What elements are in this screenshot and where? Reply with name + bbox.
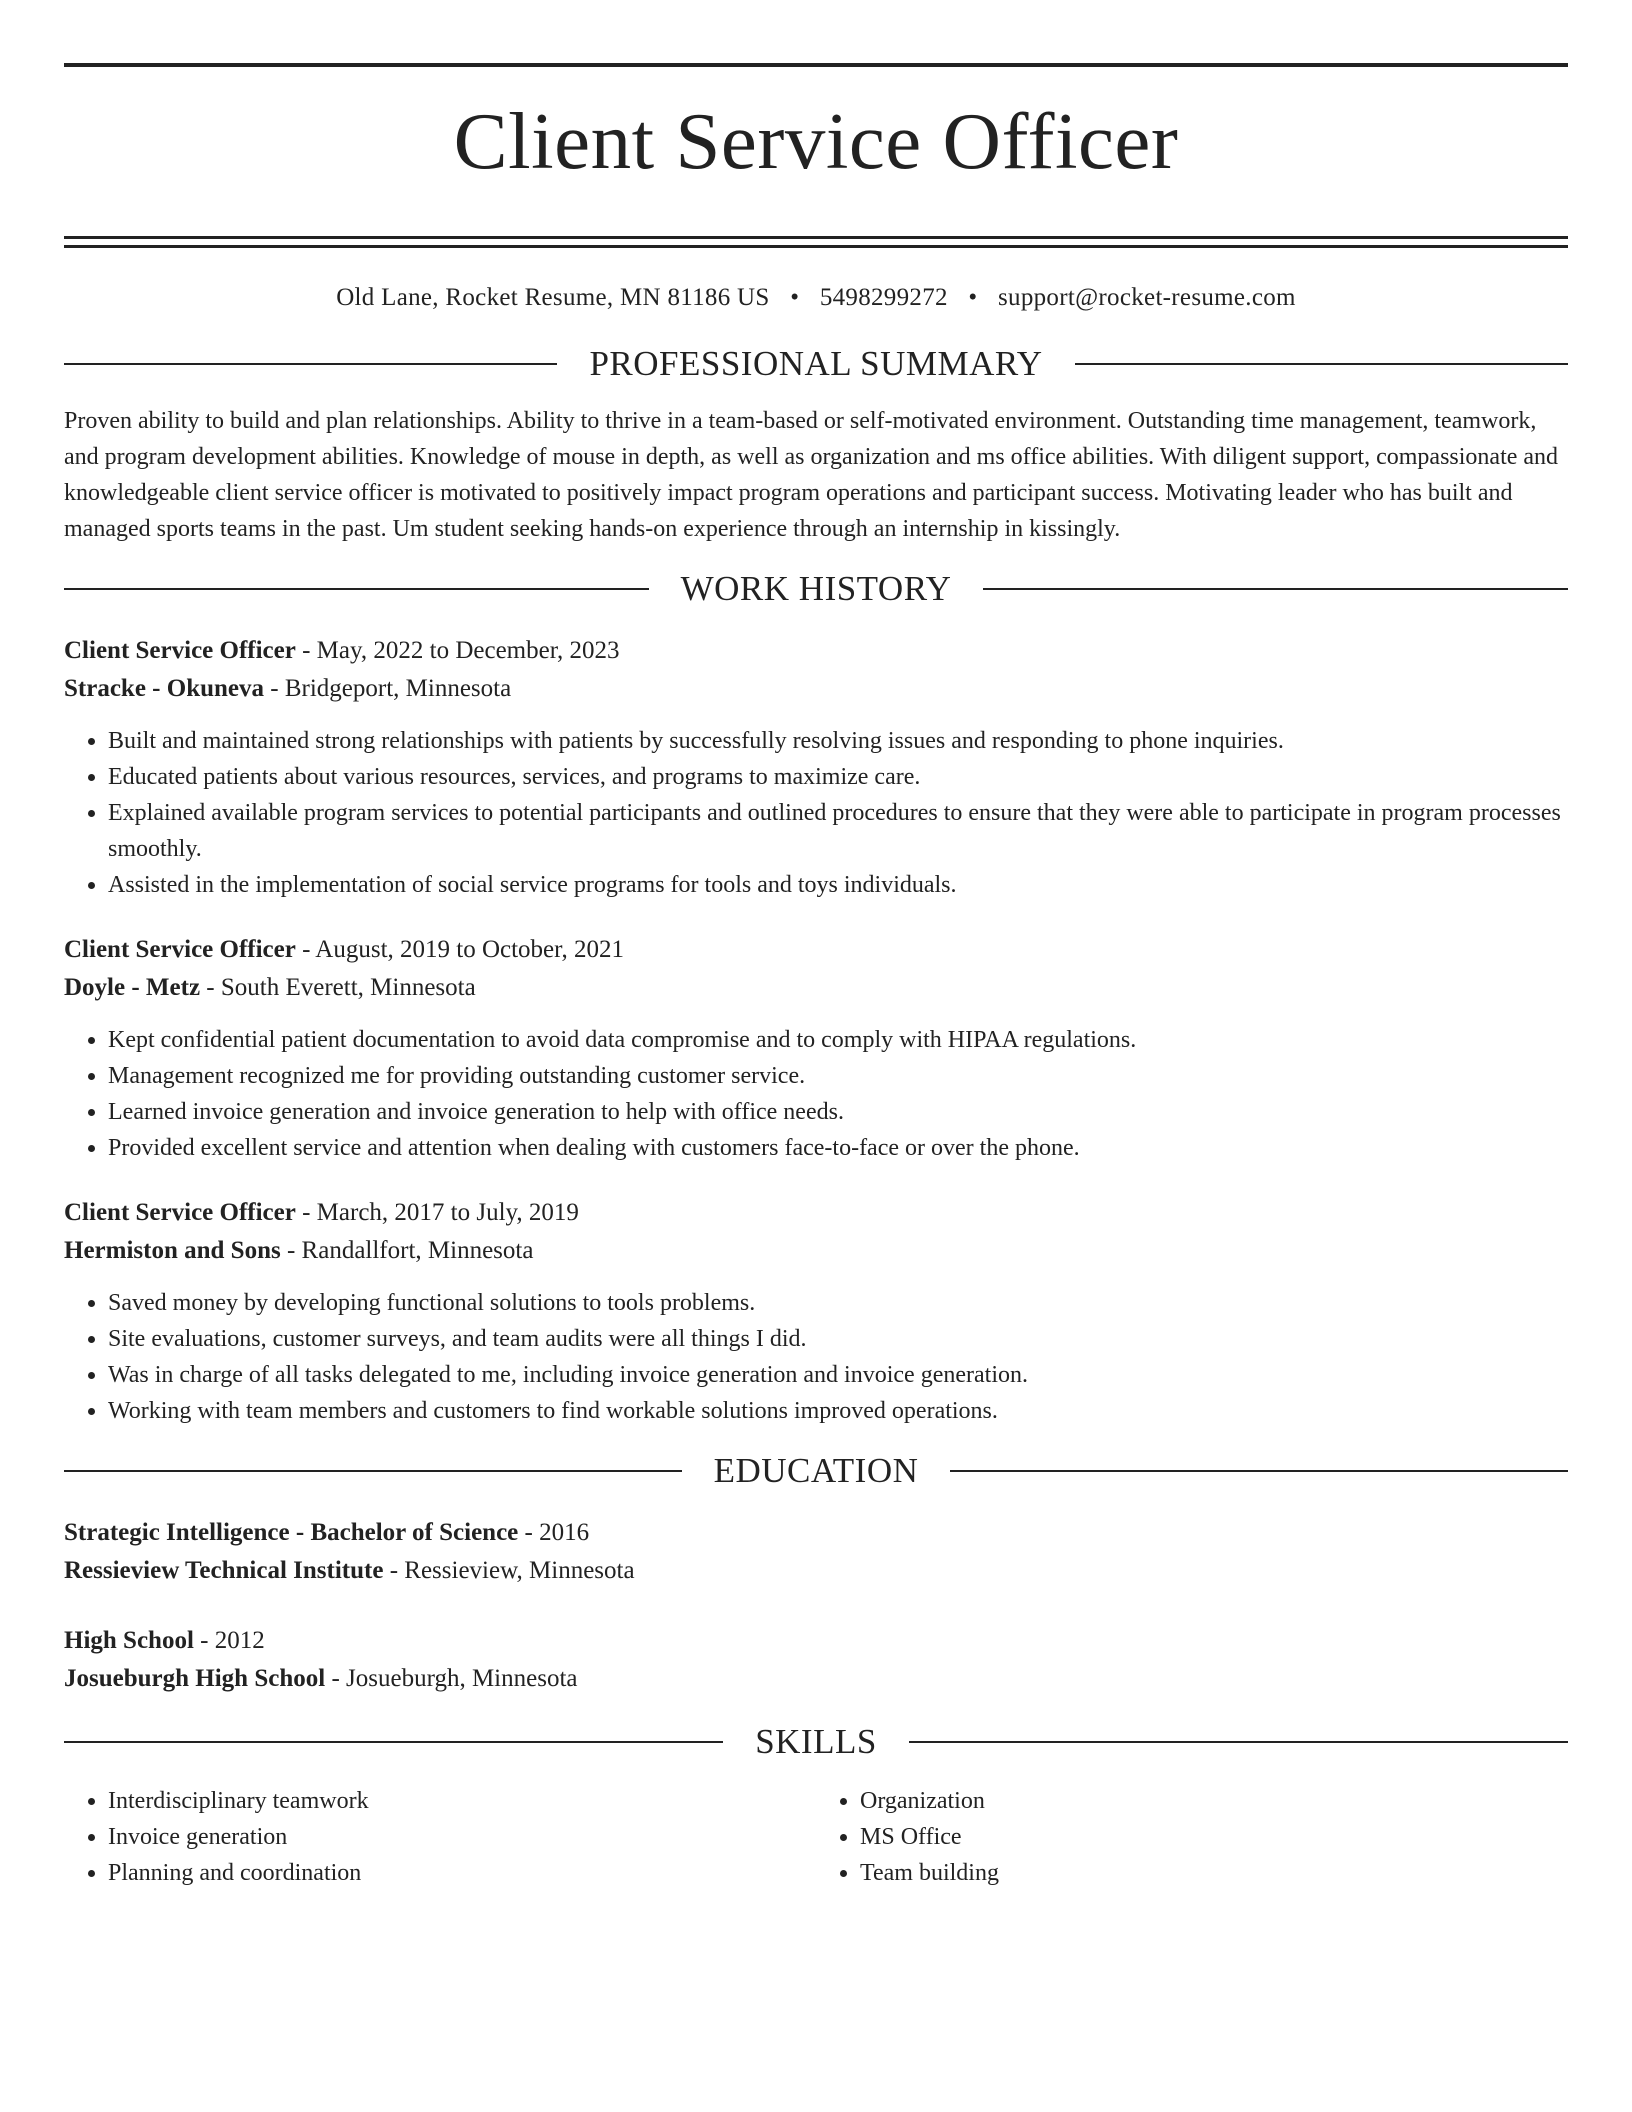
header-bottom-rule-2 bbox=[64, 245, 1568, 248]
contact-line bbox=[64, 284, 1568, 312]
skill-item: • Team building bbox=[860, 1855, 1568, 1891]
section-title: EDUCATION bbox=[713, 1451, 919, 1491]
job-entry bbox=[64, 1194, 1568, 1429]
section-heading-summary bbox=[64, 344, 1568, 384]
section-heading-skills bbox=[64, 1722, 1568, 1762]
skill-item: • MS Office bbox=[860, 1819, 1568, 1855]
job-bullets bbox=[64, 1285, 1568, 1429]
section-heading-education bbox=[64, 1451, 1568, 1491]
education-location: - Josueburgh, Minnesota bbox=[325, 1665, 578, 1693]
job-bullet: • Learned invoice generation and invoice generation to help with office needs. bbox=[108, 1094, 1568, 1130]
heading-rule-left bbox=[64, 1470, 682, 1472]
job-bullets bbox=[64, 723, 1568, 903]
job-title-line bbox=[64, 1194, 1568, 1232]
heading-rule-left bbox=[64, 588, 649, 590]
contact-email: support@rocket-resume.com bbox=[998, 284, 1296, 312]
education-school: Josueburgh High School bbox=[64, 1665, 326, 1693]
heading-rule-left bbox=[64, 1741, 723, 1743]
section-heading-work bbox=[64, 569, 1568, 609]
job-company-line bbox=[64, 1232, 1568, 1270]
job-bullet: • Site evaluations, customer surveys, and team audits were all things I did. bbox=[108, 1321, 1568, 1357]
education-degree: High School bbox=[64, 1627, 194, 1655]
job-role: Client Service Officer bbox=[64, 1199, 296, 1227]
section-title: SKILLS bbox=[755, 1722, 877, 1762]
job-bullet: • Was in charge of all tasks delegated to me, including invoice generation and invoice generation. bbox=[108, 1357, 1568, 1393]
job-location: - Randallfort, Minnesota bbox=[280, 1237, 534, 1265]
job-title-line bbox=[64, 931, 1568, 969]
education-school-line bbox=[64, 1660, 1568, 1698]
job-company: Stracke - Okuneva bbox=[64, 675, 264, 703]
skills-column-right bbox=[816, 1783, 1568, 1891]
section-title: WORK HISTORY bbox=[680, 569, 952, 609]
education-degree: Strategic Intelligence - Bachelor of Science bbox=[64, 1519, 519, 1547]
skill-item: • Organization bbox=[860, 1783, 1568, 1819]
job-bullet: • Explained available program services to potential participants and outlined procedures to ensure that they were able to participate in program processes smoothly. bbox=[108, 795, 1568, 867]
summary-text: Proven ability to build and plan relationships. Ability to thrive in a team-based or self-motivated environment. Outstanding time management, teamwork, and program development abilities. Knowledge of mouse in depth, as well as organization and ms office abilities. With diligent support, compassionate and knowledgeable client service officer is motivated to positively impact program operations and participant success. Motivating leader who has built and managed sports teams in the past. Um student seeking hands-on experience through an internship in kissingly. bbox=[64, 408, 1559, 543]
job-location: - Bridgeport, Minnesota bbox=[264, 675, 512, 703]
heading-rule-right bbox=[909, 1741, 1568, 1743]
education-school-line bbox=[64, 1552, 1568, 1590]
contact-separator: • bbox=[968, 284, 978, 312]
skill-item: • Planning and coordination bbox=[108, 1855, 816, 1891]
header-bottom-rule-1 bbox=[64, 236, 1568, 239]
job-dates: - March, 2017 to July, 2019 bbox=[295, 1199, 579, 1227]
header-top-rule bbox=[64, 63, 1568, 67]
job-bullets bbox=[64, 1022, 1568, 1166]
education-degree-line bbox=[64, 1622, 1568, 1660]
job-company-line bbox=[64, 969, 1568, 1007]
job-bullet: • Kept confidential patient documentation to avoid data compromise and to comply with HIPAA regulations. bbox=[108, 1022, 1568, 1058]
job-company-line bbox=[64, 670, 1568, 708]
heading-rule-right bbox=[1075, 363, 1568, 365]
skill-item: • Interdisciplinary teamwork bbox=[108, 1783, 816, 1819]
job-bullet: • Assisted in the implementation of social service programs for tools and toys individuals. bbox=[108, 867, 1568, 903]
job-bullet: • Built and maintained strong relationships with patients by successfully resolving issues and responding to phone inquiries. bbox=[108, 723, 1568, 759]
heading-rule-left bbox=[64, 363, 557, 365]
job-bullet: • Educated patients about various resources, services, and programs to maximize care. bbox=[108, 759, 1568, 795]
job-bullet: • Provided excellent service and attention when dealing with customers face-to-face or over the phone. bbox=[108, 1130, 1568, 1166]
job-dates: - August, 2019 to October, 2021 bbox=[295, 936, 624, 964]
job-company: Hermiston and Sons bbox=[64, 1237, 281, 1265]
job-bullet: • Saved money by developing functional solutions to tools problems. bbox=[108, 1285, 1568, 1321]
skills-list bbox=[64, 1783, 1568, 1891]
job-entry bbox=[64, 632, 1568, 903]
resume-title: Client Service Officer bbox=[453, 96, 1179, 186]
heading-rule-right bbox=[983, 588, 1568, 590]
job-role: Client Service Officer bbox=[64, 936, 296, 964]
section-title: PROFESSIONAL SUMMARY bbox=[589, 344, 1043, 384]
job-location: - South Everett, Minnesota bbox=[200, 974, 476, 1002]
job-bullet: • Working with team members and customers to find workable solutions improved operations. bbox=[108, 1393, 1568, 1429]
education-entry bbox=[64, 1622, 1568, 1698]
education-degree-line bbox=[64, 1514, 1568, 1552]
job-company: Doyle - Metz bbox=[64, 974, 201, 1002]
education-location: - Ressieview, Minnesota bbox=[383, 1557, 635, 1585]
heading-rule-right bbox=[950, 1470, 1568, 1472]
skill-item: • Invoice generation bbox=[108, 1819, 816, 1855]
education-year: - 2016 bbox=[518, 1519, 590, 1547]
job-title-line bbox=[64, 632, 1568, 670]
job-bullet: • Management recognized me for providing outstanding customer service. bbox=[108, 1058, 1568, 1094]
skills-column-left bbox=[64, 1783, 816, 1891]
job-entry bbox=[64, 931, 1568, 1166]
contact-separator: • bbox=[790, 284, 800, 312]
job-dates: - May, 2022 to December, 2023 bbox=[295, 637, 620, 665]
contact-address: Old Lane, Rocket Resume, MN 81186 US bbox=[336, 284, 770, 312]
education-year: - 2012 bbox=[193, 1627, 265, 1655]
job-role: Client Service Officer bbox=[64, 637, 296, 665]
education-entry bbox=[64, 1514, 1568, 1590]
education-school: Ressieview Technical Institute bbox=[64, 1557, 384, 1585]
contact-phone: 5498299272 bbox=[819, 284, 948, 312]
